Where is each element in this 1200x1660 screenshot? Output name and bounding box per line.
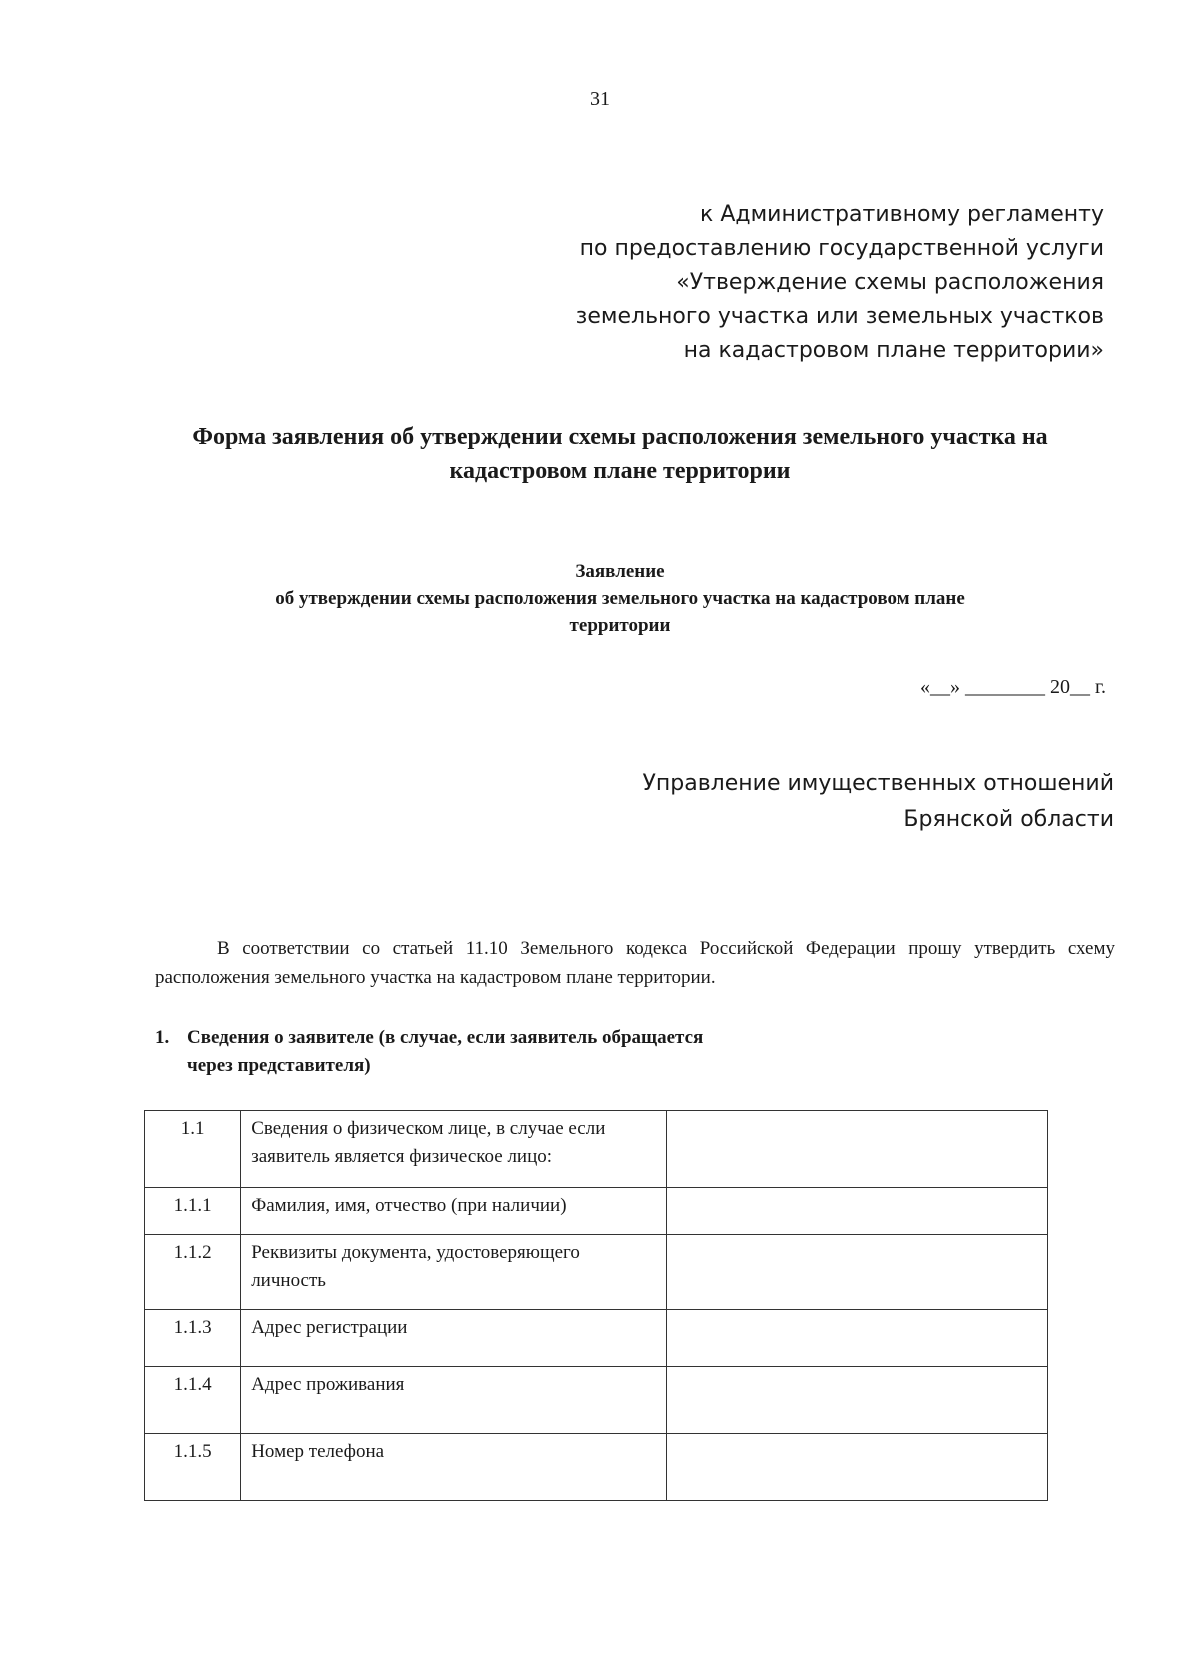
row-value-field[interactable]	[666, 1310, 1047, 1367]
table-row	[145, 1434, 1048, 1501]
row-value-field[interactable]	[666, 1434, 1047, 1501]
header-line: по предоставлению государственной услуги	[579, 236, 1104, 261]
row-number: 1.1	[145, 1111, 241, 1188]
row-label: Реквизиты документа, удостоверяющего личность	[241, 1235, 666, 1310]
form-title-line: Форма заявления об утверждении схемы расположения земельного участка на	[192, 424, 1048, 450]
header-line: земельного участка или земельных участков	[575, 304, 1104, 329]
application-title-line: Заявление	[575, 561, 665, 582]
row-number: 1.1.3	[145, 1310, 241, 1367]
body-paragraph: В соответствии со статьей 11.10 Земельного кодекса Российской Федерации прошу утвердить схему расположения земельного участка на кадастровом плане территории.	[155, 938, 1115, 988]
addressee	[642, 766, 1114, 838]
row-number: 1.1.1	[145, 1188, 241, 1235]
section-title-line: через представителя)	[187, 1055, 371, 1076]
row-label: Сведения о физическом лице, в случае если заявитель является физическое лицо:	[241, 1111, 666, 1188]
applicant-info-table	[144, 1110, 1048, 1501]
section-1-title	[155, 1024, 855, 1080]
row-label: Номер телефона	[241, 1434, 666, 1501]
header-line: «Утверждение схемы расположения	[676, 270, 1104, 295]
section-number: 1.	[155, 1027, 170, 1048]
application-title	[160, 558, 1080, 639]
row-value-field[interactable]	[666, 1367, 1047, 1434]
form-title-line: кадастровом плане территории	[449, 458, 791, 484]
table-row	[145, 1111, 1048, 1188]
row-label: Фамилия, имя, отчество (при наличии)	[241, 1188, 666, 1235]
row-number: 1.1.5	[145, 1434, 241, 1501]
row-number: 1.1.2	[145, 1235, 241, 1310]
row-label: Адрес проживания	[241, 1367, 666, 1434]
header-line: на кадастровом плане территории»	[683, 338, 1104, 363]
row-value-field[interactable]	[666, 1188, 1047, 1235]
table-row	[145, 1235, 1048, 1310]
table-row	[145, 1188, 1048, 1235]
table-row	[145, 1310, 1048, 1367]
application-title-line: об утверждении схемы расположения земельного участка на кадастровом плане	[275, 588, 965, 609]
row-value-field[interactable]	[666, 1111, 1047, 1188]
regulation-header	[576, 198, 1104, 368]
page-number: 31	[590, 88, 610, 110]
table-row	[145, 1367, 1048, 1434]
header-line: к Административному регламенту	[700, 202, 1104, 227]
row-value-field[interactable]	[666, 1235, 1047, 1310]
section-title-line: Сведения о заявителе (в случае, если заявитель обращается	[187, 1027, 704, 1048]
addressee-line: Брянской области	[903, 807, 1114, 832]
addressee-line: Управление имущественных отношений	[642, 771, 1114, 796]
row-number: 1.1.4	[145, 1367, 241, 1434]
row-label: Адрес регистрации	[241, 1310, 666, 1367]
form-title	[130, 420, 1110, 488]
application-title-line: территории	[569, 615, 671, 636]
date-line: «__» ________ 20__ г.	[920, 676, 1106, 698]
